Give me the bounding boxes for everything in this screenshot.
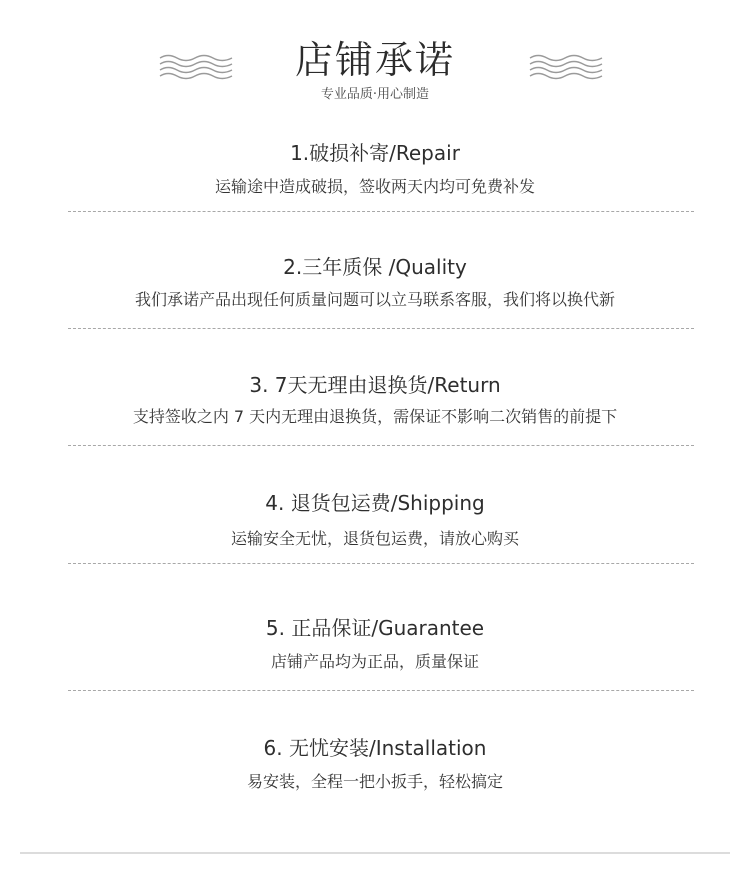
promise-header: [0, 0, 750, 120]
promise-title: 4. 退货包运费/Shipping: [265, 491, 485, 515]
wave-lines-icon: [528, 52, 604, 80]
promise-title: 5. 正品保证/Guarantee: [265, 616, 485, 640]
promise-title: 2.三年质保 /Quality: [283, 255, 467, 279]
divider: [68, 563, 694, 564]
promise-title: 1.破损补寄/Repair: [290, 141, 460, 165]
divider: [68, 445, 694, 446]
promise-title: 3. 7天无理由退换货/Return: [249, 373, 501, 397]
promise-description: 易安装，全程一把小扳手，轻松搞定: [246, 772, 503, 791]
promise-description: 店铺产品均为正品，质量保证: [270, 652, 479, 671]
page-title: 店铺承诺: [294, 38, 455, 82]
divider: [68, 211, 694, 212]
bottom-divider: [20, 852, 730, 854]
page-subtitle: 专业品质·用心制造: [320, 87, 430, 102]
divider: [68, 328, 694, 329]
promise-description: 运输途中造成破损，签收两天内均可免费补发: [214, 177, 535, 196]
promise-description: 运输安全无忧，退货包运费，请放心购买: [230, 529, 519, 548]
promise-title: 6. 无忧安装/Installation: [263, 736, 487, 760]
promise-description: 我们承诺产品出现任何质量问题可以立马联系客服，我们将以换代新: [134, 290, 615, 309]
divider: [68, 690, 694, 691]
promise-description: 支持签收之内 7 天内无理由退换货，需保证不影响二次销售的前提下: [132, 407, 618, 426]
